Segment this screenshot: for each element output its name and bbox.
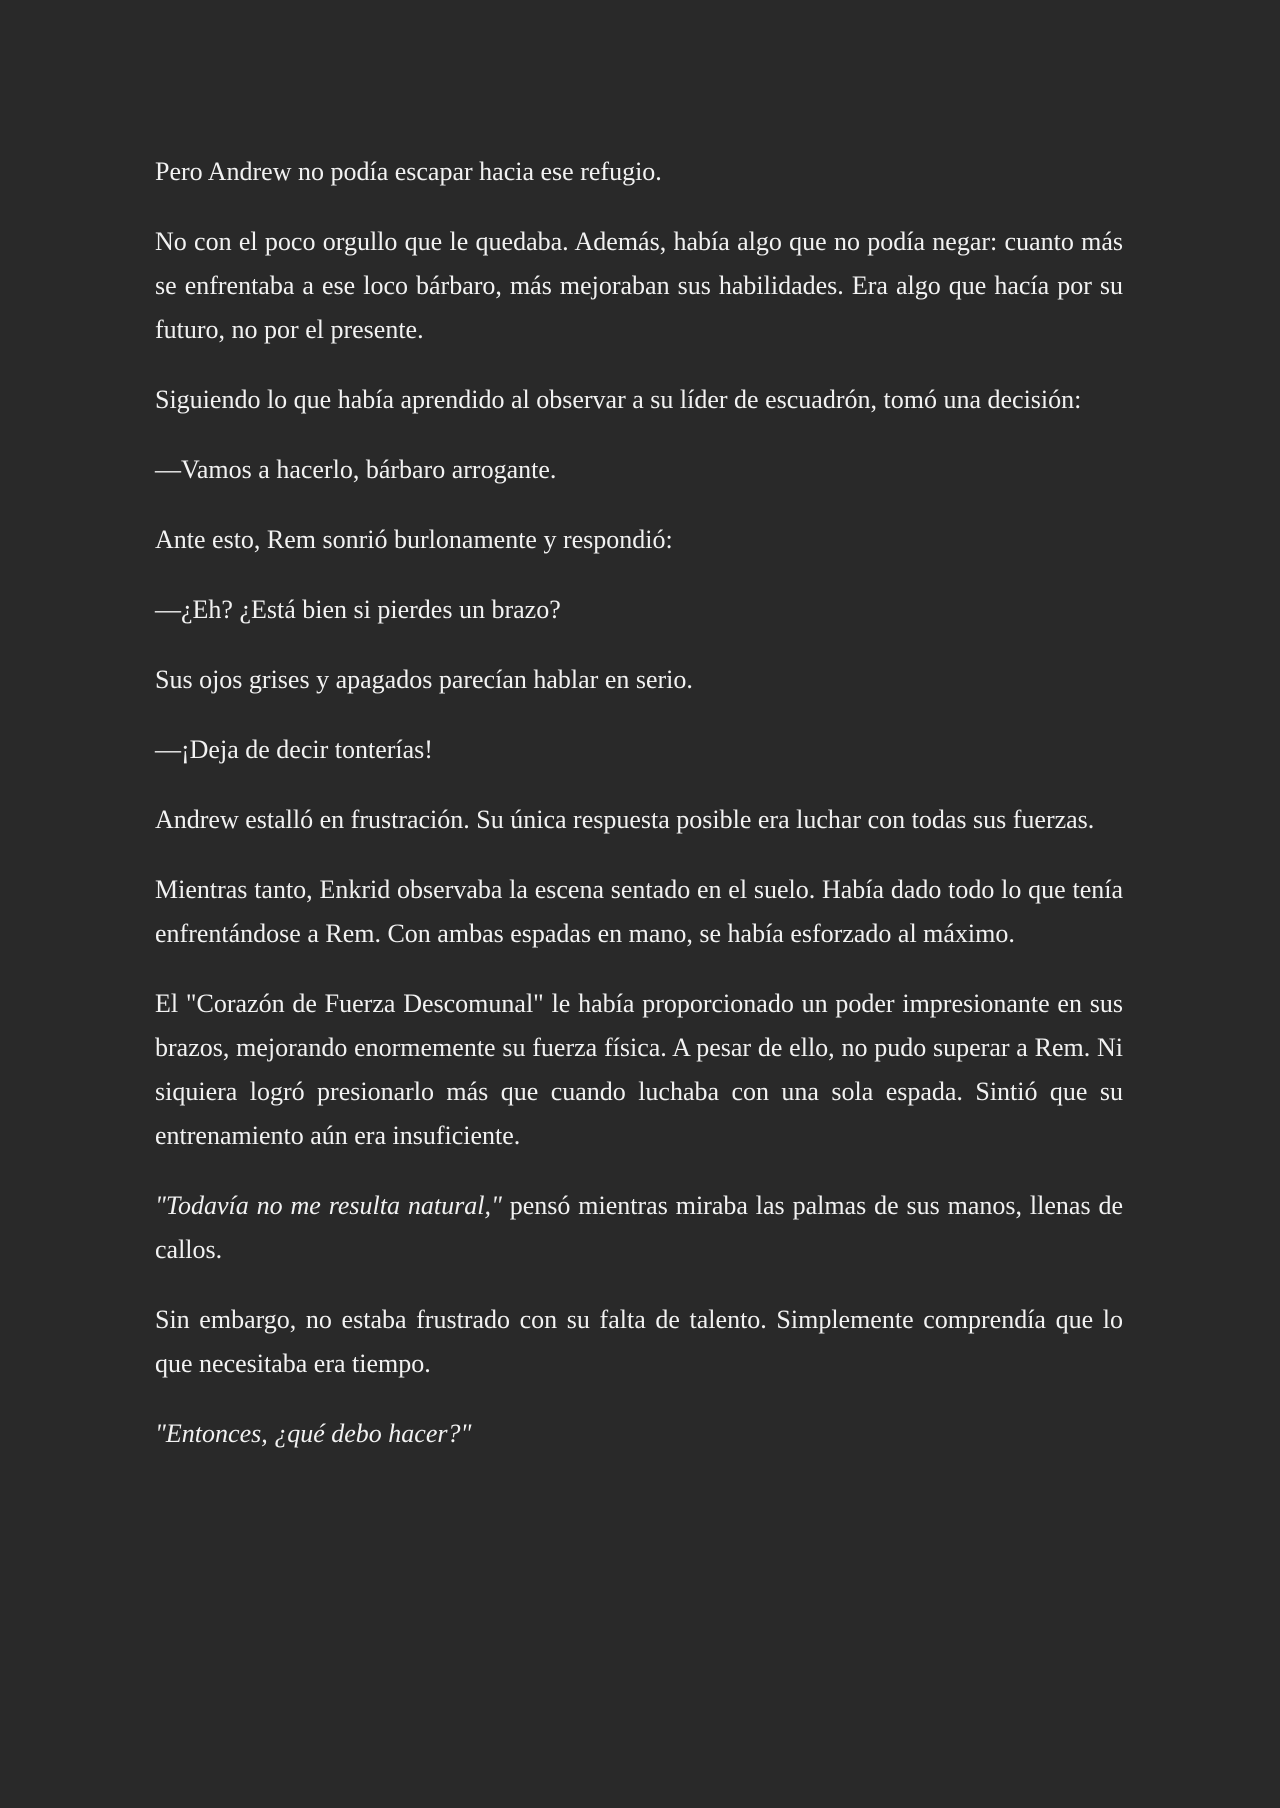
dialogue-paragraph: —¿Eh? ¿Está bien si pierdes un brazo? — [155, 595, 561, 624]
thought-text: "Todavía no me resulta natural," — [155, 1191, 502, 1220]
dialogue-paragraph: —¡Deja de decir tonterías! — [155, 735, 433, 764]
paragraph: Ante esto, Rem sonrió burlonamente y respondió: — [155, 525, 673, 554]
paragraph: Sin embargo, no estaba frustrado con su falta de talento. Simplemente comprendía que lo que necesitaba era tiempo. — [155, 1305, 1123, 1378]
thought-paragraph — [155, 1184, 1123, 1272]
paragraph: Andrew estalló en frustración. Su única respuesta posible era luchar con todas sus fuerzas. — [155, 805, 1095, 834]
paragraph: Pero Andrew no podía escapar hacia ese refugio. — [155, 157, 662, 186]
paragraph: Mientras tanto, Enkrid observaba la escena sentado en el suelo. Había dado todo lo que tenía enfrentándose a Rem. Con ambas espadas en mano, se había esforzado al máximo. — [155, 875, 1123, 948]
paragraph: Sus ojos grises y apagados parecían hablar en serio. — [155, 665, 693, 694]
chapter-text — [155, 150, 1123, 1456]
narration-text: pensó mientras miraba las palmas de sus manos, llenas de callos. — [155, 1191, 1123, 1264]
paragraph: Siguiendo lo que había aprendido al observar a su líder de escuadrón, tomó una decisión: — [155, 385, 1082, 414]
thought-text: "Entonces, ¿qué debo hacer?" — [155, 1419, 472, 1448]
thought-paragraph — [155, 1412, 1123, 1456]
paragraph: No con el poco orgullo que le quedaba. Además, había algo que no podía negar: cuanto más se enfrentaba a ese loco bárbaro, más mejoraban sus habilidades. Era algo que hacía por su futuro, no por el presente. — [155, 227, 1123, 344]
dialogue-paragraph: —Vamos a hacerlo, bárbaro arrogante. — [155, 455, 557, 484]
paragraph: El "Corazón de Fuerza Descomunal" le había proporcionado un poder impresionante en sus brazos, mejorando enormemente su fuerza física. A pesar de ello, no pudo superar a Rem. Ni siquiera logró presionarlo más que cuando luchaba con una sola espada. Sintió que su entrenamiento aún era insuficiente. — [155, 989, 1123, 1150]
